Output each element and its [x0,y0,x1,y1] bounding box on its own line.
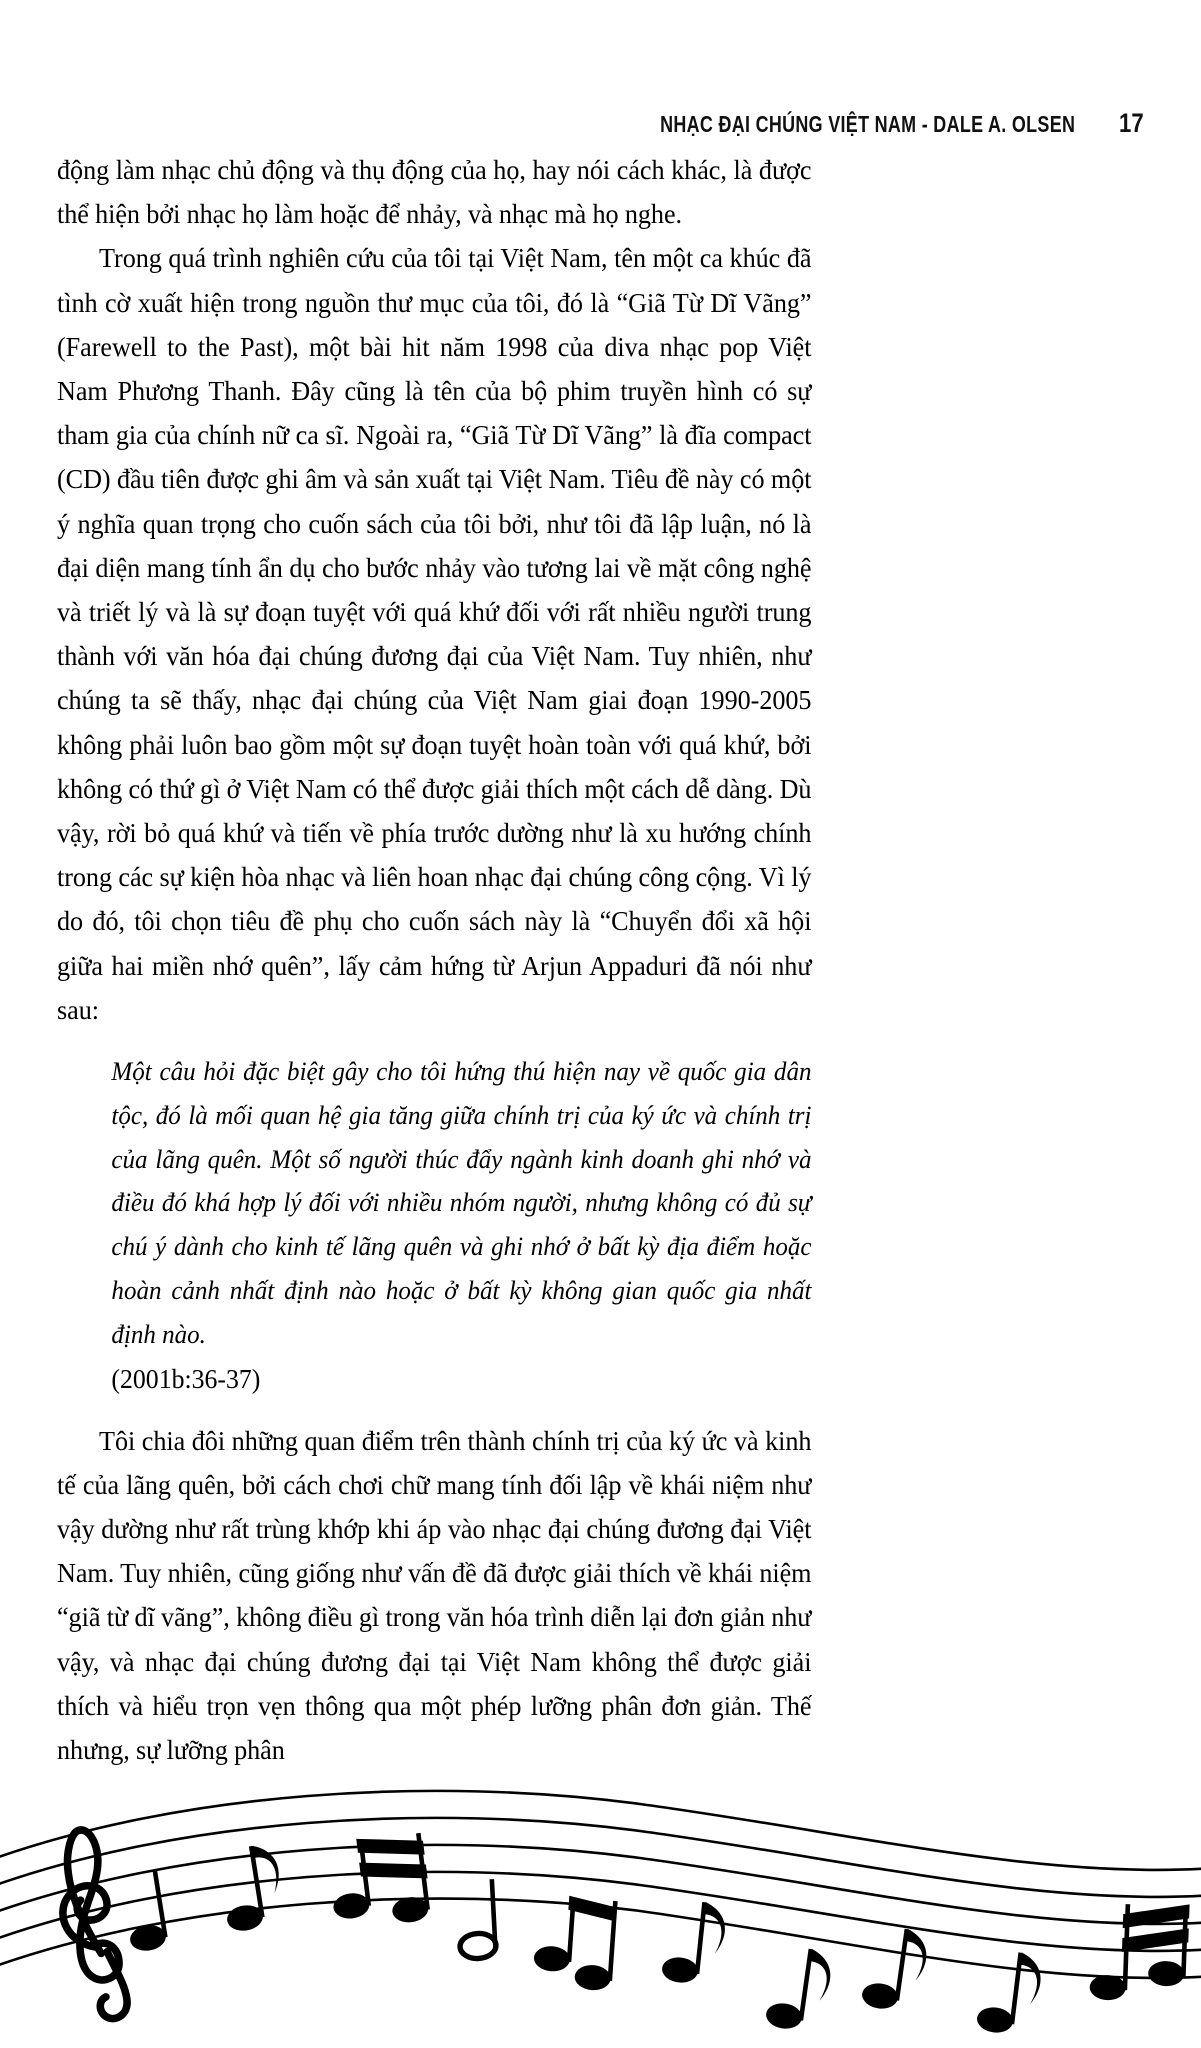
running-head-title: NHẠC ĐẠI CHÚNG VIỆT NAM - DALE A. OLSEN [659,111,1075,137]
paragraph-research-narrative: Trong quá trình nghiên cứu của tôi tại Việt Nam, tên một ca khúc đã tình cờ xuất hiện trong nguồn thư mục của tôi, đó là “Giã Từ Dĩ Vãng” (Farewell to the Past), một bài hit năm 1998 của diva nhạc pop Việt Nam Phương Thanh. Đây cũng là tên của bộ phim truyền hình có sự tham gia của chính nữ ca sĩ. Ngoài ra, “Giã Từ Dĩ Vãng” là đĩa compact (CD) đầu tiên được ghi âm và sản xuất tại Việt Nam. Tiêu đề này có một ý nghĩa quan trọng cho cuốn sách của tôi bởi, như tôi đã lập luận, nó là đại diện mang tính ẩn dụ cho bước nhảy vào tương lai về mặt công nghệ và triết lý và là sự đoạn tuyệt với quá khứ đối với rất nhiều người trung thành với văn hóa đại chúng đương đại của Việt Nam. Tuy nhiên, như chúng ta sẽ thấy, nhạc đại chúng của Việt Nam giai đoạn 1990-2005 không phải luôn bao gồm một sự đoạn tuyệt hoàn toàn với quá khứ, bởi không có thứ gì ở Việt Nam có thể được giải thích một cách dễ dàng. Dù vậy, rời bỏ quá khứ và tiến về phía trước dường như là xu hướng chính trong các sự kiện hòa nhạc và liên hoan nhạc đại chúng công cộng. Vì lý do đó, tôi chọn tiêu đề phụ cho cuốn sách này là “Chuyển đổi xã hội giữa hai miền nhớ quên”, lấy cảm hứng từ Arjun Appaduri đã nói như sau: [57,243,812,1025]
block-quote: Một câu hỏi đặc biệt gây cho tôi hứng thú hiện nay về quốc gia dân tộc, đó là mối quan hệ gia tăng giữa chính trị của ký ức và chính trị của lãng quên. Một số người thúc đẩy ngành kinh doanh ghi nhớ và điều đó khá hợp lý đối với nhiều nhóm người, nhưng không có đủ sự chú ý dành cho kinh tế lãng quên và ghi nhớ ở bất kỳ địa điểm hoặc hoàn cảnh nhất định nào hoặc ở bất kỳ không gian quốc gia nhất định nào. [111,1057,812,1349]
post-quote-spacer [57,1401,847,1419]
note-half-1 [457,1879,499,1959]
note-eighth-1 [216,1843,287,1934]
body-text-block [57,148,847,1772]
musical-staff-decoration [0,1748,1201,2048]
paragraph-analysis: Tôi chia đôi những quan điểm trên thành chính trị của ký ức và kinh tế của lãng quên, bởi cách chơi chữ mang tính đối lập về khái niệm như vậy dường như rất trùng khớp khi áp vào nhạc đại chúng đương đại Việt Nam. Tuy nhiên, cũng giống như vấn đề đã được giải thích về khái niệm “giã từ dĩ vãng”, không điều gì trong văn hóa trình diễn lại đơn giản như vậy, và nhạc đại chúng đương đại tại Việt Nam không thể được giải thích và hiểu trọn vẹn thông qua một phép lưỡng phân đơn giản. Thế nhưng, sự lưỡng phân [57,1425,812,1766]
quote-spacer [57,1032,847,1050]
note-beamed-pair-3 [1089,1901,1189,2003]
note-eighth-3 [764,1944,833,2034]
page-number: 17 [1118,108,1144,138]
staff-lines [0,1791,1201,1978]
note-quarter-1 [120,1870,169,1953]
paragraph-continuation: động làm nhạc chủ động và thụ động của họ, hay nói cách khác, là được thể hiện bởi nhạc họ làm hoặc để nhảy, và nhạc mà họ nghe. [57,155,812,230]
note-eighth-4 [860,1924,929,2014]
note-eighth-2 [661,1899,728,1987]
note-eighth-5 [976,1948,1044,2037]
treble-clef-icon [40,1827,146,2024]
running-head [0,108,1201,148]
block-quote-citation: (2001b:36-37) [111,1363,261,1394]
note-beamed-pair-1 [325,1831,432,1932]
note-beamed-pair-2 [532,1894,618,1992]
